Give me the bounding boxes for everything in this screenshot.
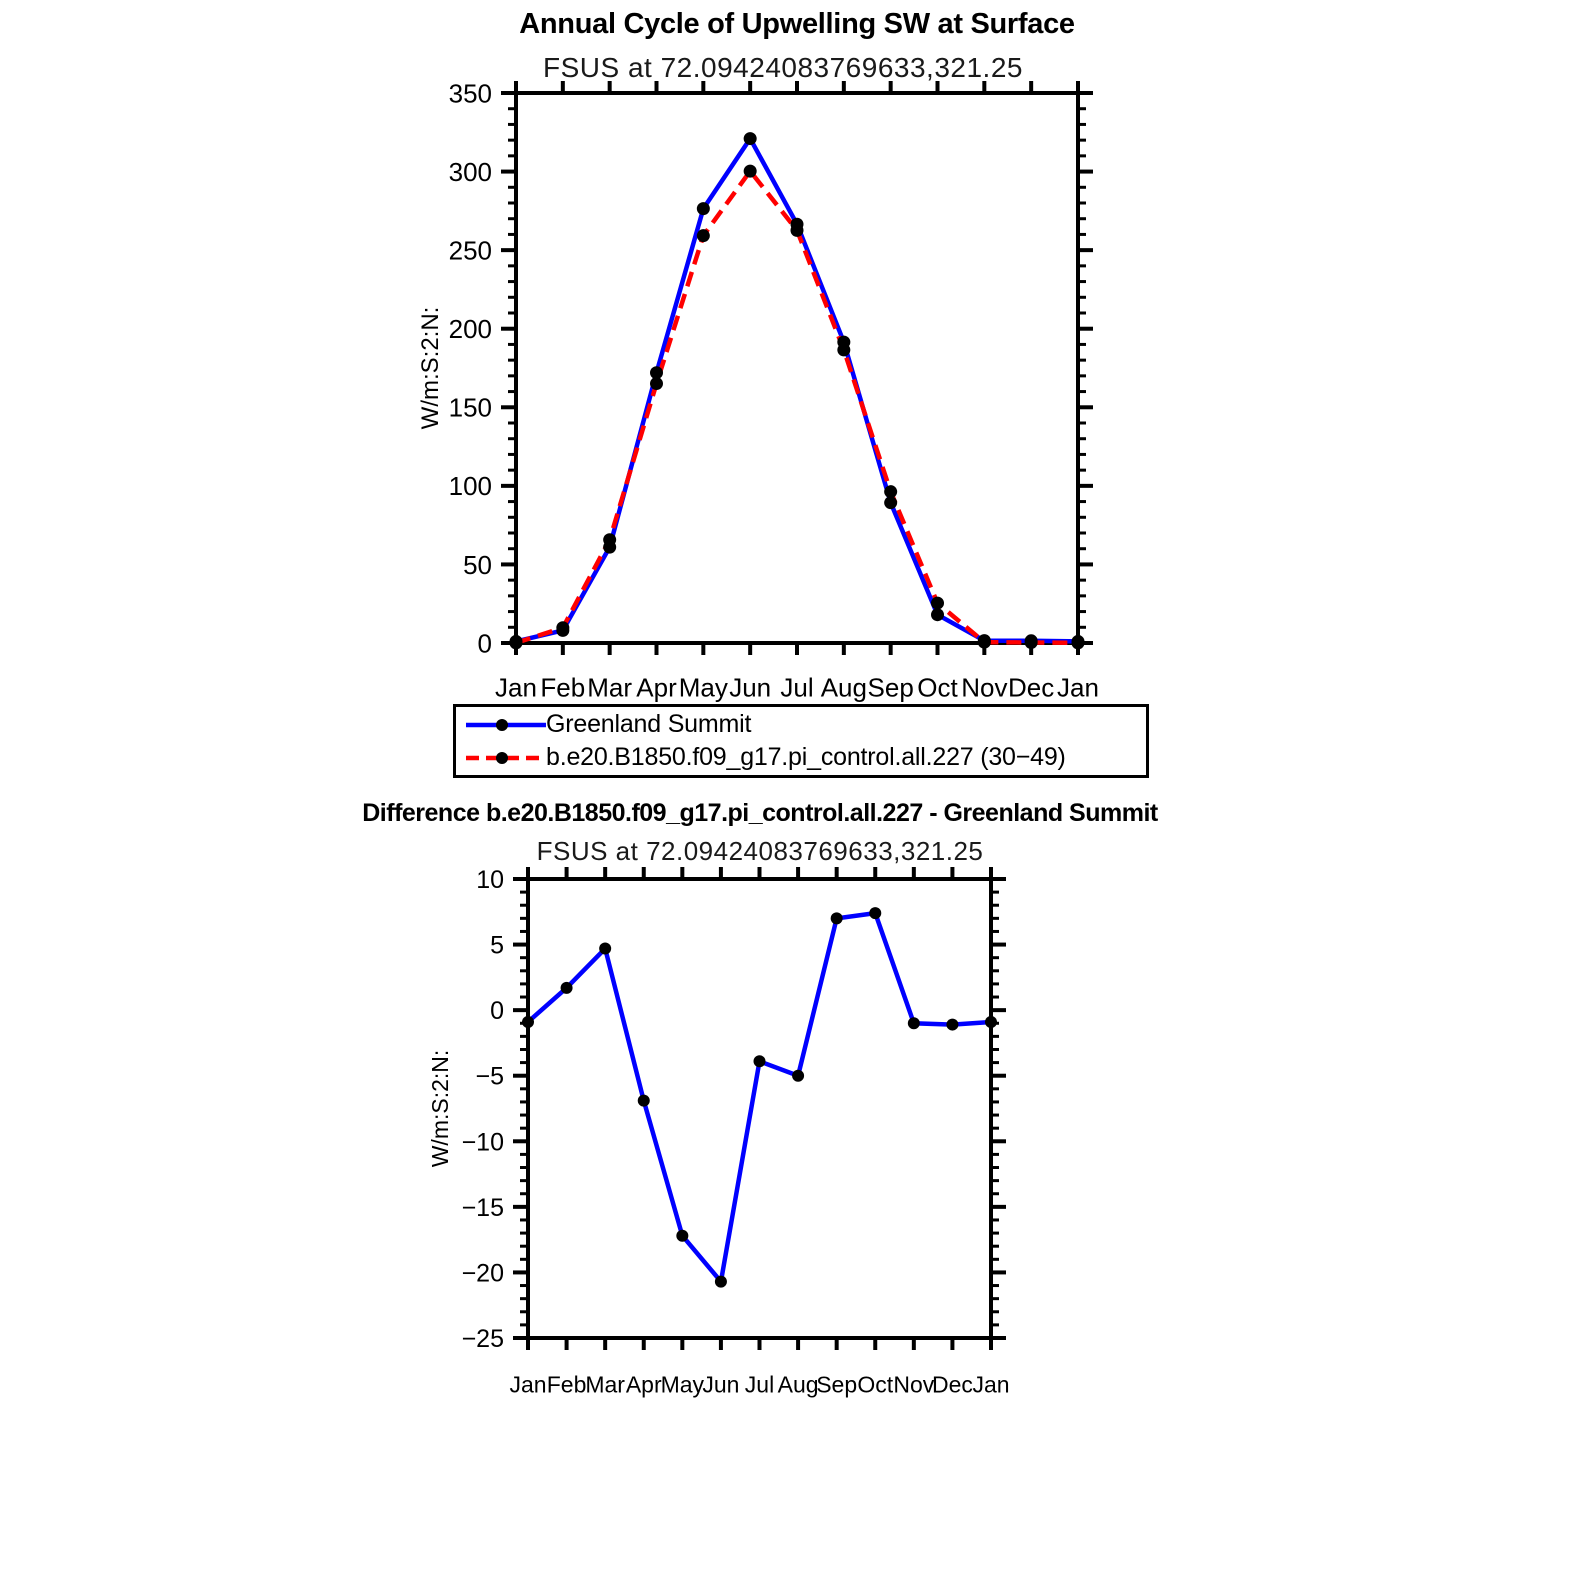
- y-tick-label: 300: [448, 156, 492, 187]
- legend-dashed-line-sample: [466, 745, 546, 771]
- data-point-dot: [510, 636, 523, 649]
- y-tick-label: 100: [448, 471, 492, 502]
- y-tick-label: 5: [490, 931, 504, 960]
- month-tick-label: Jan: [509, 1371, 547, 1398]
- y-tick-label: 350: [448, 78, 492, 109]
- legend-marker-dot: [496, 719, 508, 731]
- y-tick-label: −25: [461, 1325, 504, 1353]
- data-point-dot: [556, 621, 569, 634]
- y-tick-label: 0: [477, 628, 492, 659]
- data-point-dot: [869, 907, 881, 919]
- legend-entry: [466, 741, 1146, 774]
- month-tick-label: Oct: [917, 672, 958, 703]
- data-point-dot: [744, 165, 757, 178]
- data-point-dot: [754, 1055, 766, 1067]
- month-tick-label: Aug: [820, 672, 867, 703]
- month-tick-label: Feb: [540, 672, 586, 703]
- y-tick-label: −5: [475, 1062, 504, 1091]
- month-tick-label: Jun: [702, 1371, 740, 1398]
- month-tick-label: May: [660, 1371, 705, 1398]
- month-tick-label: Dec: [1008, 672, 1055, 703]
- data-point-dot: [908, 1017, 920, 1029]
- data-point-dot: [676, 1230, 688, 1242]
- legend-entry: [466, 708, 1146, 741]
- data-point-dot: [978, 636, 991, 649]
- month-tick-label: Jun: [729, 672, 772, 703]
- month-tick-label: Oct: [857, 1371, 894, 1398]
- chart-2: [427, 866, 1010, 1398]
- month-tick-label: Dec: [931, 1371, 973, 1398]
- data-point-dot: [884, 485, 897, 498]
- legend-label: Greenland Summit: [546, 710, 752, 738]
- data-point-dot: [697, 202, 710, 215]
- y-tick-label: 150: [448, 392, 492, 423]
- month-tick-label: Aug: [777, 1371, 819, 1398]
- month-tick-label: May: [678, 672, 728, 703]
- y-tick-label: 10: [476, 866, 504, 894]
- chart1-title: Annual Cycle of Upwelling SW at Surface: [519, 8, 1075, 40]
- series-line-0: [528, 913, 991, 1282]
- data-point-dot: [791, 224, 804, 237]
- chart-1: [417, 78, 1099, 702]
- data-point-dot: [931, 597, 944, 610]
- data-point-dot: [522, 1016, 534, 1028]
- data-point-dot: [603, 533, 616, 546]
- data-point-dot: [1025, 636, 1038, 649]
- y-tick-label: 250: [448, 235, 492, 266]
- data-point-dot: [715, 1276, 727, 1288]
- month-tick-label: Jan: [1057, 672, 1099, 703]
- y-tick-label: −15: [461, 1193, 504, 1222]
- series-line-1: [516, 171, 1078, 643]
- data-point-dot: [985, 1016, 997, 1028]
- data-point-dot: [697, 229, 710, 242]
- chart1-subtitle: FSUS at 72.09424083769633,321.25: [543, 52, 1023, 83]
- month-tick-label: Nov: [893, 1371, 935, 1398]
- data-point-dot: [650, 377, 663, 390]
- y-tick-label: 200: [448, 314, 492, 345]
- legend-label: b.e20.B1850.f09_g17.pi_control.all.227 (30−49): [546, 743, 1066, 771]
- y-tick-label: 50: [463, 549, 492, 580]
- month-tick-label: Mar: [585, 1371, 625, 1398]
- data-point-dot: [1072, 636, 1085, 649]
- month-tick-label: Apr: [625, 1371, 662, 1398]
- data-point-dot: [561, 982, 573, 994]
- data-point-dot: [837, 343, 850, 356]
- chart2-subtitle: FSUS at 72.09424083769633,321.25: [536, 836, 984, 866]
- month-tick-label: Jan: [495, 672, 537, 703]
- data-point-dot: [831, 912, 843, 924]
- data-point-dot: [946, 1019, 958, 1031]
- legend-solid-line-sample: [466, 712, 546, 738]
- y-axis-label: W/m:S:2:N:: [427, 1049, 453, 1168]
- chart2-title: Difference b.e20.B1850.f09_g17.pi_control.all.227 - Greenland Summit: [362, 799, 1158, 827]
- data-point-dot: [744, 132, 757, 145]
- month-tick-label: Jul: [744, 1371, 775, 1398]
- y-axis-label: W/m:S:2:N:: [417, 306, 444, 430]
- y-tick-label: 0: [490, 997, 504, 1026]
- month-tick-label: Sep: [816, 1371, 858, 1398]
- legend-marker-dot: [496, 752, 508, 764]
- month-tick-label: Jan: [972, 1371, 1010, 1398]
- axis-frame: [528, 879, 991, 1338]
- month-tick-label: Jul: [780, 672, 814, 703]
- y-tick-label: −10: [461, 1128, 504, 1157]
- series-line-0: [516, 139, 1078, 642]
- month-tick-label: Sep: [867, 672, 914, 703]
- data-point-dot: [599, 943, 611, 955]
- legend-box: [453, 704, 1149, 778]
- month-tick-label: Mar: [587, 672, 633, 703]
- data-point-dot: [638, 1095, 650, 1107]
- month-tick-label: Nov: [961, 672, 1008, 703]
- month-tick-label: Feb: [546, 1371, 587, 1398]
- month-tick-label: Apr: [636, 672, 677, 703]
- y-tick-label: −20: [461, 1259, 504, 1288]
- data-point-dot: [792, 1070, 804, 1082]
- data-point-dot: [931, 608, 944, 621]
